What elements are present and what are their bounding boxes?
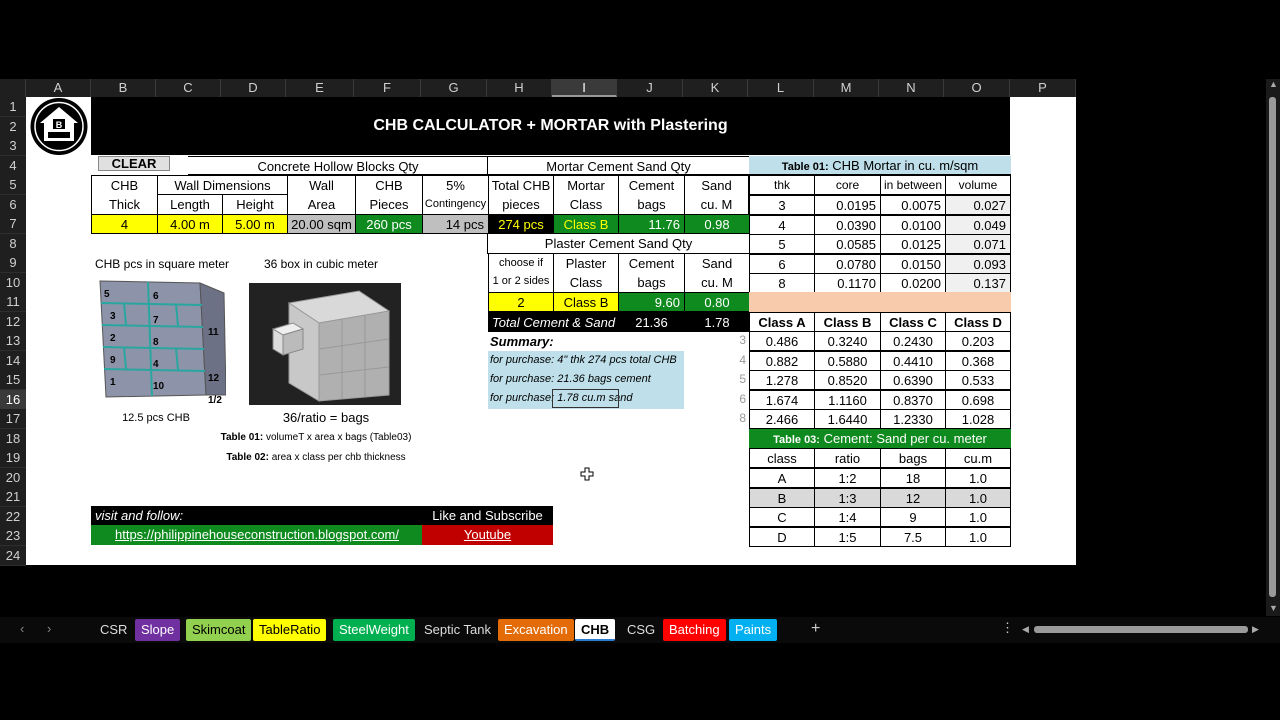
table02-thk: 5 bbox=[739, 372, 746, 386]
cube-illustration bbox=[249, 283, 401, 405]
row-header-7[interactable]: 7 bbox=[0, 214, 26, 234]
table01-cell: 3 bbox=[749, 195, 815, 215]
row-header-8[interactable]: 8 bbox=[0, 234, 26, 254]
length-input[interactable]: 4.00 m bbox=[157, 214, 223, 234]
mortar-class-label: Class bbox=[553, 195, 618, 215]
sheet-tab-septic-tank[interactable]: Septic Tank bbox=[424, 622, 491, 637]
table02-cell: 0.3240 bbox=[814, 331, 881, 351]
mortar-bags-value: 11.76 bbox=[618, 214, 685, 234]
column-header-i[interactable]: I bbox=[552, 79, 617, 97]
table02-cell: 0.203 bbox=[945, 331, 1011, 351]
table03-header: bags bbox=[880, 448, 946, 468]
mortar-cum-label: cu. M bbox=[684, 195, 749, 215]
table01-cell: 0.0195 bbox=[814, 195, 881, 215]
table03-cell: 1:2 bbox=[814, 468, 881, 488]
chb-thick-input[interactable]: 4 bbox=[91, 214, 158, 234]
visit-follow-label: visit and follow: bbox=[91, 506, 423, 525]
mortar-sand-label: Sand bbox=[684, 175, 749, 195]
table03-cell: A bbox=[749, 468, 815, 488]
note-table01-text: volumeT x area x bags (Table03) bbox=[263, 432, 412, 443]
row-header-12[interactable]: 12 bbox=[0, 312, 26, 332]
area-label: Area bbox=[287, 195, 355, 215]
row-header-9[interactable]: 9 bbox=[0, 253, 26, 273]
note-table01 bbox=[186, 428, 446, 446]
table01-cell: 0.0200 bbox=[880, 273, 946, 293]
total-label: Total Cement & Sand bbox=[488, 312, 619, 332]
scroll-down-icon[interactable]: ▼ bbox=[1269, 603, 1278, 613]
row-header-14[interactable]: 14 bbox=[0, 351, 26, 371]
chb-wall-illustration bbox=[96, 277, 226, 407]
table02-cell: 1.278 bbox=[749, 370, 815, 390]
plaster-class-label: Class bbox=[553, 273, 618, 293]
block-number: 10 bbox=[153, 381, 165, 392]
block-number: 1 bbox=[110, 377, 116, 388]
blog-link[interactable]: https://philippinehouseconstruction.blogspot.com/ bbox=[91, 525, 423, 545]
column-header-b[interactable]: B bbox=[91, 79, 156, 97]
choose-sides-label: choose if bbox=[488, 254, 553, 274]
column-header-j[interactable]: J bbox=[617, 79, 683, 97]
table03-header: cu.m bbox=[945, 448, 1011, 468]
block-number: 9 bbox=[110, 355, 116, 366]
table02-cell: 0.486 bbox=[749, 331, 815, 351]
plaster-cum-label: cu. M bbox=[684, 273, 750, 293]
column-header-o[interactable]: O bbox=[944, 79, 1010, 97]
table01-cell: 5 bbox=[749, 234, 815, 254]
contingency-label: Contingency bbox=[422, 195, 488, 215]
column-header-h[interactable]: H bbox=[487, 79, 552, 97]
mortar-bags-label: bags bbox=[618, 195, 684, 215]
table02-cell: 0.533 bbox=[945, 370, 1011, 390]
table02-cell: 0.698 bbox=[945, 390, 1011, 410]
mortar-cement-label: Cement bbox=[618, 175, 684, 195]
chb-section-header: Concrete Hollow Blocks Qty bbox=[188, 156, 488, 175]
block-number: 7 bbox=[153, 315, 159, 326]
column-header-f[interactable]: F bbox=[354, 79, 421, 97]
table03-header: class bbox=[749, 448, 815, 468]
row-header-10[interactable]: 10 bbox=[0, 273, 26, 293]
row-header-3[interactable]: 3 bbox=[0, 136, 26, 156]
add-sheet-icon[interactable]: + bbox=[811, 620, 821, 637]
mortar-sand-value: 0.98 bbox=[684, 214, 750, 234]
chb-per-sqm-caption: CHB pcs in square meter bbox=[94, 257, 230, 271]
pieces-label: Pieces bbox=[355, 195, 422, 215]
block-number: 6 bbox=[153, 291, 159, 302]
sheet-tab-tableratio[interactable]: TableRatio bbox=[253, 619, 326, 641]
table01-cell: 0.1170 bbox=[814, 273, 881, 293]
table01-cell: 0.0125 bbox=[880, 234, 946, 254]
table01-cell: 8 bbox=[749, 273, 815, 293]
length-label: Length bbox=[157, 195, 222, 215]
note-table02-bold: Table 02: bbox=[226, 452, 269, 463]
plaster-sides-input[interactable]: 2 bbox=[488, 292, 554, 312]
table03-header: ratio bbox=[814, 448, 881, 468]
table03-cell: C bbox=[749, 507, 815, 527]
table01-header: volume bbox=[945, 175, 1011, 195]
table02-thk: 8 bbox=[739, 411, 746, 425]
youtube-link[interactable]: Youtube bbox=[422, 525, 553, 545]
sheet-tab-csg[interactable]: CSG bbox=[627, 622, 656, 637]
mouse-cursor-icon bbox=[580, 467, 594, 481]
table01-cell: 0.137 bbox=[945, 273, 1011, 293]
mortar-class-select[interactable]: Class B bbox=[553, 214, 619, 234]
table02-cell: 0.882 bbox=[749, 351, 815, 371]
table02-header: Class B bbox=[814, 312, 881, 332]
contingency-value: 14 pcs bbox=[422, 214, 489, 234]
height-input[interactable]: 5.00 m bbox=[222, 214, 288, 234]
column-header-m[interactable]: M bbox=[814, 79, 879, 97]
row-header-4[interactable]: 4 bbox=[0, 156, 26, 176]
column-header-n[interactable]: N bbox=[879, 79, 944, 97]
block-number: 2 bbox=[110, 333, 116, 344]
table03-cell: 12 bbox=[880, 488, 946, 508]
scroll-up-icon[interactable]: ▲ bbox=[1269, 79, 1278, 89]
table02-cell: 0.6390 bbox=[880, 370, 946, 390]
chb-pieces-label: CHB bbox=[355, 175, 422, 195]
total-chb-value: 274 pcs bbox=[488, 214, 554, 234]
table03-cell: 1.0 bbox=[945, 468, 1011, 488]
plaster-section-header: Plaster Cement Sand Qty bbox=[487, 234, 750, 254]
table03-cell: D bbox=[749, 527, 815, 547]
table02-cell: 0.368 bbox=[945, 351, 1011, 371]
table02-cell: 1.028 bbox=[945, 409, 1011, 429]
column-header-d[interactable]: D bbox=[221, 79, 286, 97]
row-header-2[interactable]: 2 bbox=[0, 117, 26, 137]
logo bbox=[28, 97, 90, 156]
table01-cell: 0.0780 bbox=[814, 254, 881, 274]
table02-thk: 6 bbox=[739, 391, 746, 406]
row-header-6[interactable]: 6 bbox=[0, 195, 26, 215]
block-number: 1/2 bbox=[208, 395, 222, 406]
prev-sheet-icon[interactable]: ‹ bbox=[20, 621, 25, 636]
column-header-g[interactable]: G bbox=[421, 79, 487, 97]
like-subscribe-label: Like and Subscribe bbox=[422, 506, 553, 525]
separator-band bbox=[749, 292, 1011, 312]
mortar-label: Mortar bbox=[553, 175, 618, 195]
table03-cell: 18 bbox=[880, 468, 946, 488]
row-header-21[interactable]: 21 bbox=[0, 487, 26, 507]
summary-label: Summary: bbox=[490, 334, 554, 349]
note-table01-bold: Table 01: bbox=[220, 432, 264, 443]
table03-cell: B bbox=[749, 488, 815, 508]
row-header-22[interactable]: 22 bbox=[0, 507, 26, 527]
vertical-scroll-thumb[interactable] bbox=[1269, 97, 1276, 597]
block-number: 5 bbox=[104, 289, 110, 300]
horizontal-scroll-thumb[interactable] bbox=[1034, 626, 1248, 633]
table01-cell: 0.027 bbox=[945, 195, 1011, 215]
column-header-c[interactable]: C bbox=[156, 79, 221, 97]
worksheet-grid[interactable] bbox=[26, 97, 1076, 565]
total-cement-value: 21.36 bbox=[618, 312, 685, 332]
row-header-5[interactable]: 5 bbox=[0, 175, 26, 195]
block-number: 8 bbox=[153, 337, 159, 348]
sheet-tab-skimcoat[interactable]: Skimcoat bbox=[186, 619, 251, 641]
table02-cell: 0.4410 bbox=[880, 351, 946, 371]
table01-cell: 0.093 bbox=[945, 254, 1011, 274]
table02-cell: 1.2330 bbox=[880, 409, 946, 429]
column-header-a[interactable]: A bbox=[26, 79, 91, 97]
table01-cell: 0.0390 bbox=[814, 215, 881, 235]
table02-thk: 4 bbox=[739, 352, 746, 367]
table01-header: core bbox=[814, 175, 881, 195]
plaster-bags-value: 9.60 bbox=[618, 292, 685, 312]
row-header-18[interactable]: 18 bbox=[0, 429, 26, 449]
plaster-sand-label: Sand bbox=[684, 254, 750, 274]
table02-cell: 1.1160 bbox=[814, 390, 881, 410]
row-header-16[interactable]: 16 bbox=[0, 390, 26, 410]
chb-count-caption: 12.5 pcs CHB bbox=[122, 412, 190, 424]
house-logo-icon bbox=[28, 97, 90, 156]
table02-header: Class D bbox=[945, 312, 1011, 332]
column-header-k[interactable]: K bbox=[683, 79, 748, 97]
total-sand-value: 1.78 bbox=[684, 312, 750, 332]
page-title: CHB CALCULATOR + MORTAR with Plastering bbox=[91, 97, 1010, 155]
table03-cell: 1:5 bbox=[814, 527, 881, 547]
table02-cell: 0.8370 bbox=[880, 390, 946, 410]
table03-cell: 9 bbox=[880, 507, 946, 527]
plaster-bags-label: bags bbox=[618, 273, 684, 293]
table02-cell: 1.674 bbox=[749, 390, 815, 410]
table01-cell: 0.0100 bbox=[880, 215, 946, 235]
table03-cell: 7.5 bbox=[880, 527, 946, 547]
svg-text:B: B bbox=[55, 120, 63, 130]
table01-cell: 0.0075 bbox=[880, 195, 946, 215]
plaster-class-select[interactable]: Class B bbox=[553, 292, 619, 312]
scroll-left-icon[interactable]: ◀ bbox=[1022, 624, 1029, 634]
row-header-1[interactable]: 1 bbox=[0, 97, 26, 117]
table01-cell: 0.0585 bbox=[814, 234, 881, 254]
row-header-19[interactable]: 19 bbox=[0, 448, 26, 468]
mortar-section-header: Mortar Cement Sand Qty bbox=[487, 156, 749, 175]
sheet-tab-batching[interactable]: Batching bbox=[663, 619, 726, 641]
table02-cell: 0.8520 bbox=[814, 370, 881, 390]
height-label: Height bbox=[222, 195, 287, 215]
column-header-e[interactable]: E bbox=[286, 79, 354, 97]
table02-thk: 3 bbox=[739, 333, 746, 347]
table01-title-bold: Table 01: bbox=[781, 161, 829, 173]
row-header-17[interactable]: 17 bbox=[0, 409, 26, 429]
table01-cell: 0.049 bbox=[945, 215, 1011, 235]
table03-cell: 1:3 bbox=[814, 488, 881, 508]
ratio-caption: 36/ratio = bags bbox=[282, 410, 370, 425]
wall-dimensions-label: Wall Dimensions bbox=[157, 175, 287, 195]
table01-cell: 0.071 bbox=[945, 234, 1011, 254]
table02-cell: 2.466 bbox=[749, 409, 815, 429]
table02-cell: 1.6440 bbox=[814, 409, 881, 429]
plaster-sand-value: 0.80 bbox=[684, 292, 750, 312]
sheet-tab-csr[interactable]: CSR bbox=[100, 622, 128, 637]
wall-label: Wall bbox=[287, 175, 355, 195]
block-number: 12 bbox=[208, 373, 220, 384]
vertical-scrollbar[interactable] bbox=[1266, 79, 1280, 616]
table03-cell: 1.0 bbox=[945, 507, 1011, 527]
row-header-11[interactable]: 11 bbox=[0, 292, 26, 312]
total-pieces-label: pieces bbox=[488, 195, 553, 215]
table01-header: in between bbox=[880, 175, 946, 195]
row-header-13[interactable]: 13 bbox=[0, 331, 26, 351]
summary-line-2: for purchase: 21.36 bags cement bbox=[490, 373, 651, 385]
row-header-23[interactable]: 23 bbox=[0, 526, 26, 546]
more-options-icon[interactable]: ⋮ bbox=[1001, 620, 1014, 635]
chb-pieces-value: 260 pcs bbox=[355, 214, 423, 234]
table01-title-text: CHB Mortar in cu. m/sqm bbox=[828, 158, 979, 173]
row-header-20[interactable]: 20 bbox=[0, 468, 26, 488]
table01-cell: 4 bbox=[749, 215, 815, 235]
chb-wall-image bbox=[96, 277, 226, 407]
table03-title-bold: Table 03: bbox=[773, 434, 820, 446]
sheet-tab-slope[interactable]: Slope bbox=[135, 619, 180, 641]
note-table02-text: area x class per chb thickness bbox=[268, 452, 406, 463]
table03-cell: 1.0 bbox=[945, 527, 1011, 547]
table02-cell: 0.2430 bbox=[880, 331, 946, 351]
table03-cell: 1:4 bbox=[814, 507, 881, 527]
table02-header: Class A bbox=[749, 312, 815, 332]
wall-area-value: 20.00 sqm bbox=[287, 214, 356, 234]
note-table02 bbox=[186, 448, 446, 466]
table01-cell: 0.0150 bbox=[880, 254, 946, 274]
block-number: 3 bbox=[110, 311, 116, 322]
sheet-tab-paints[interactable]: Paints bbox=[729, 619, 777, 641]
active-cell-cursor bbox=[552, 389, 619, 408]
column-header-l[interactable]: L bbox=[748, 79, 814, 97]
table02-cell: 0.5880 bbox=[814, 351, 881, 371]
sides-label: 1 or 2 sides bbox=[488, 272, 553, 292]
summary-line-1: for purchase: 4" thk 274 pcs total CHB bbox=[490, 354, 677, 366]
table03-title-text: Cement: Sand per cu. meter bbox=[819, 431, 987, 446]
cube-image bbox=[249, 283, 401, 405]
select-all-corner[interactable] bbox=[0, 79, 26, 97]
sheet-tab-steelweight[interactable]: SteelWeight bbox=[333, 619, 415, 641]
total-chb-label: Total CHB bbox=[488, 175, 553, 195]
percent-label: 5% bbox=[422, 175, 488, 195]
table01-cell: 6 bbox=[749, 254, 815, 274]
next-sheet-icon[interactable]: › bbox=[47, 621, 52, 636]
table03-title bbox=[749, 429, 1011, 448]
sheet-tab-excavation[interactable]: Excavation bbox=[498, 619, 574, 641]
column-header-p[interactable]: P bbox=[1010, 79, 1076, 97]
box-per-cum-caption: 36 box in cubic meter bbox=[263, 257, 379, 271]
block-number: 11 bbox=[208, 327, 219, 338]
table01-header: thk bbox=[749, 175, 815, 195]
row-header-15[interactable]: 15 bbox=[0, 370, 26, 390]
summary-box bbox=[488, 351, 684, 409]
table01-title bbox=[749, 156, 1011, 175]
chb-label: CHB bbox=[91, 175, 157, 195]
table03-cell: 1.0 bbox=[945, 488, 1011, 508]
plaster-cement-label: Cement bbox=[618, 254, 684, 274]
clear-button[interactable]: CLEAR bbox=[98, 156, 170, 171]
block-number: 4 bbox=[153, 359, 159, 370]
thick-label: Thick bbox=[91, 195, 157, 215]
sheet-tab-chb[interactable]: CHB bbox=[575, 619, 615, 641]
table02-header: Class C bbox=[880, 312, 946, 332]
scroll-right-icon[interactable]: ▶ bbox=[1252, 624, 1259, 634]
row-header-24[interactable]: 24 bbox=[0, 546, 26, 566]
summary-line-3: for purchase: 1.78 cu.m sand bbox=[490, 392, 633, 404]
plaster-label: Plaster bbox=[553, 254, 618, 274]
